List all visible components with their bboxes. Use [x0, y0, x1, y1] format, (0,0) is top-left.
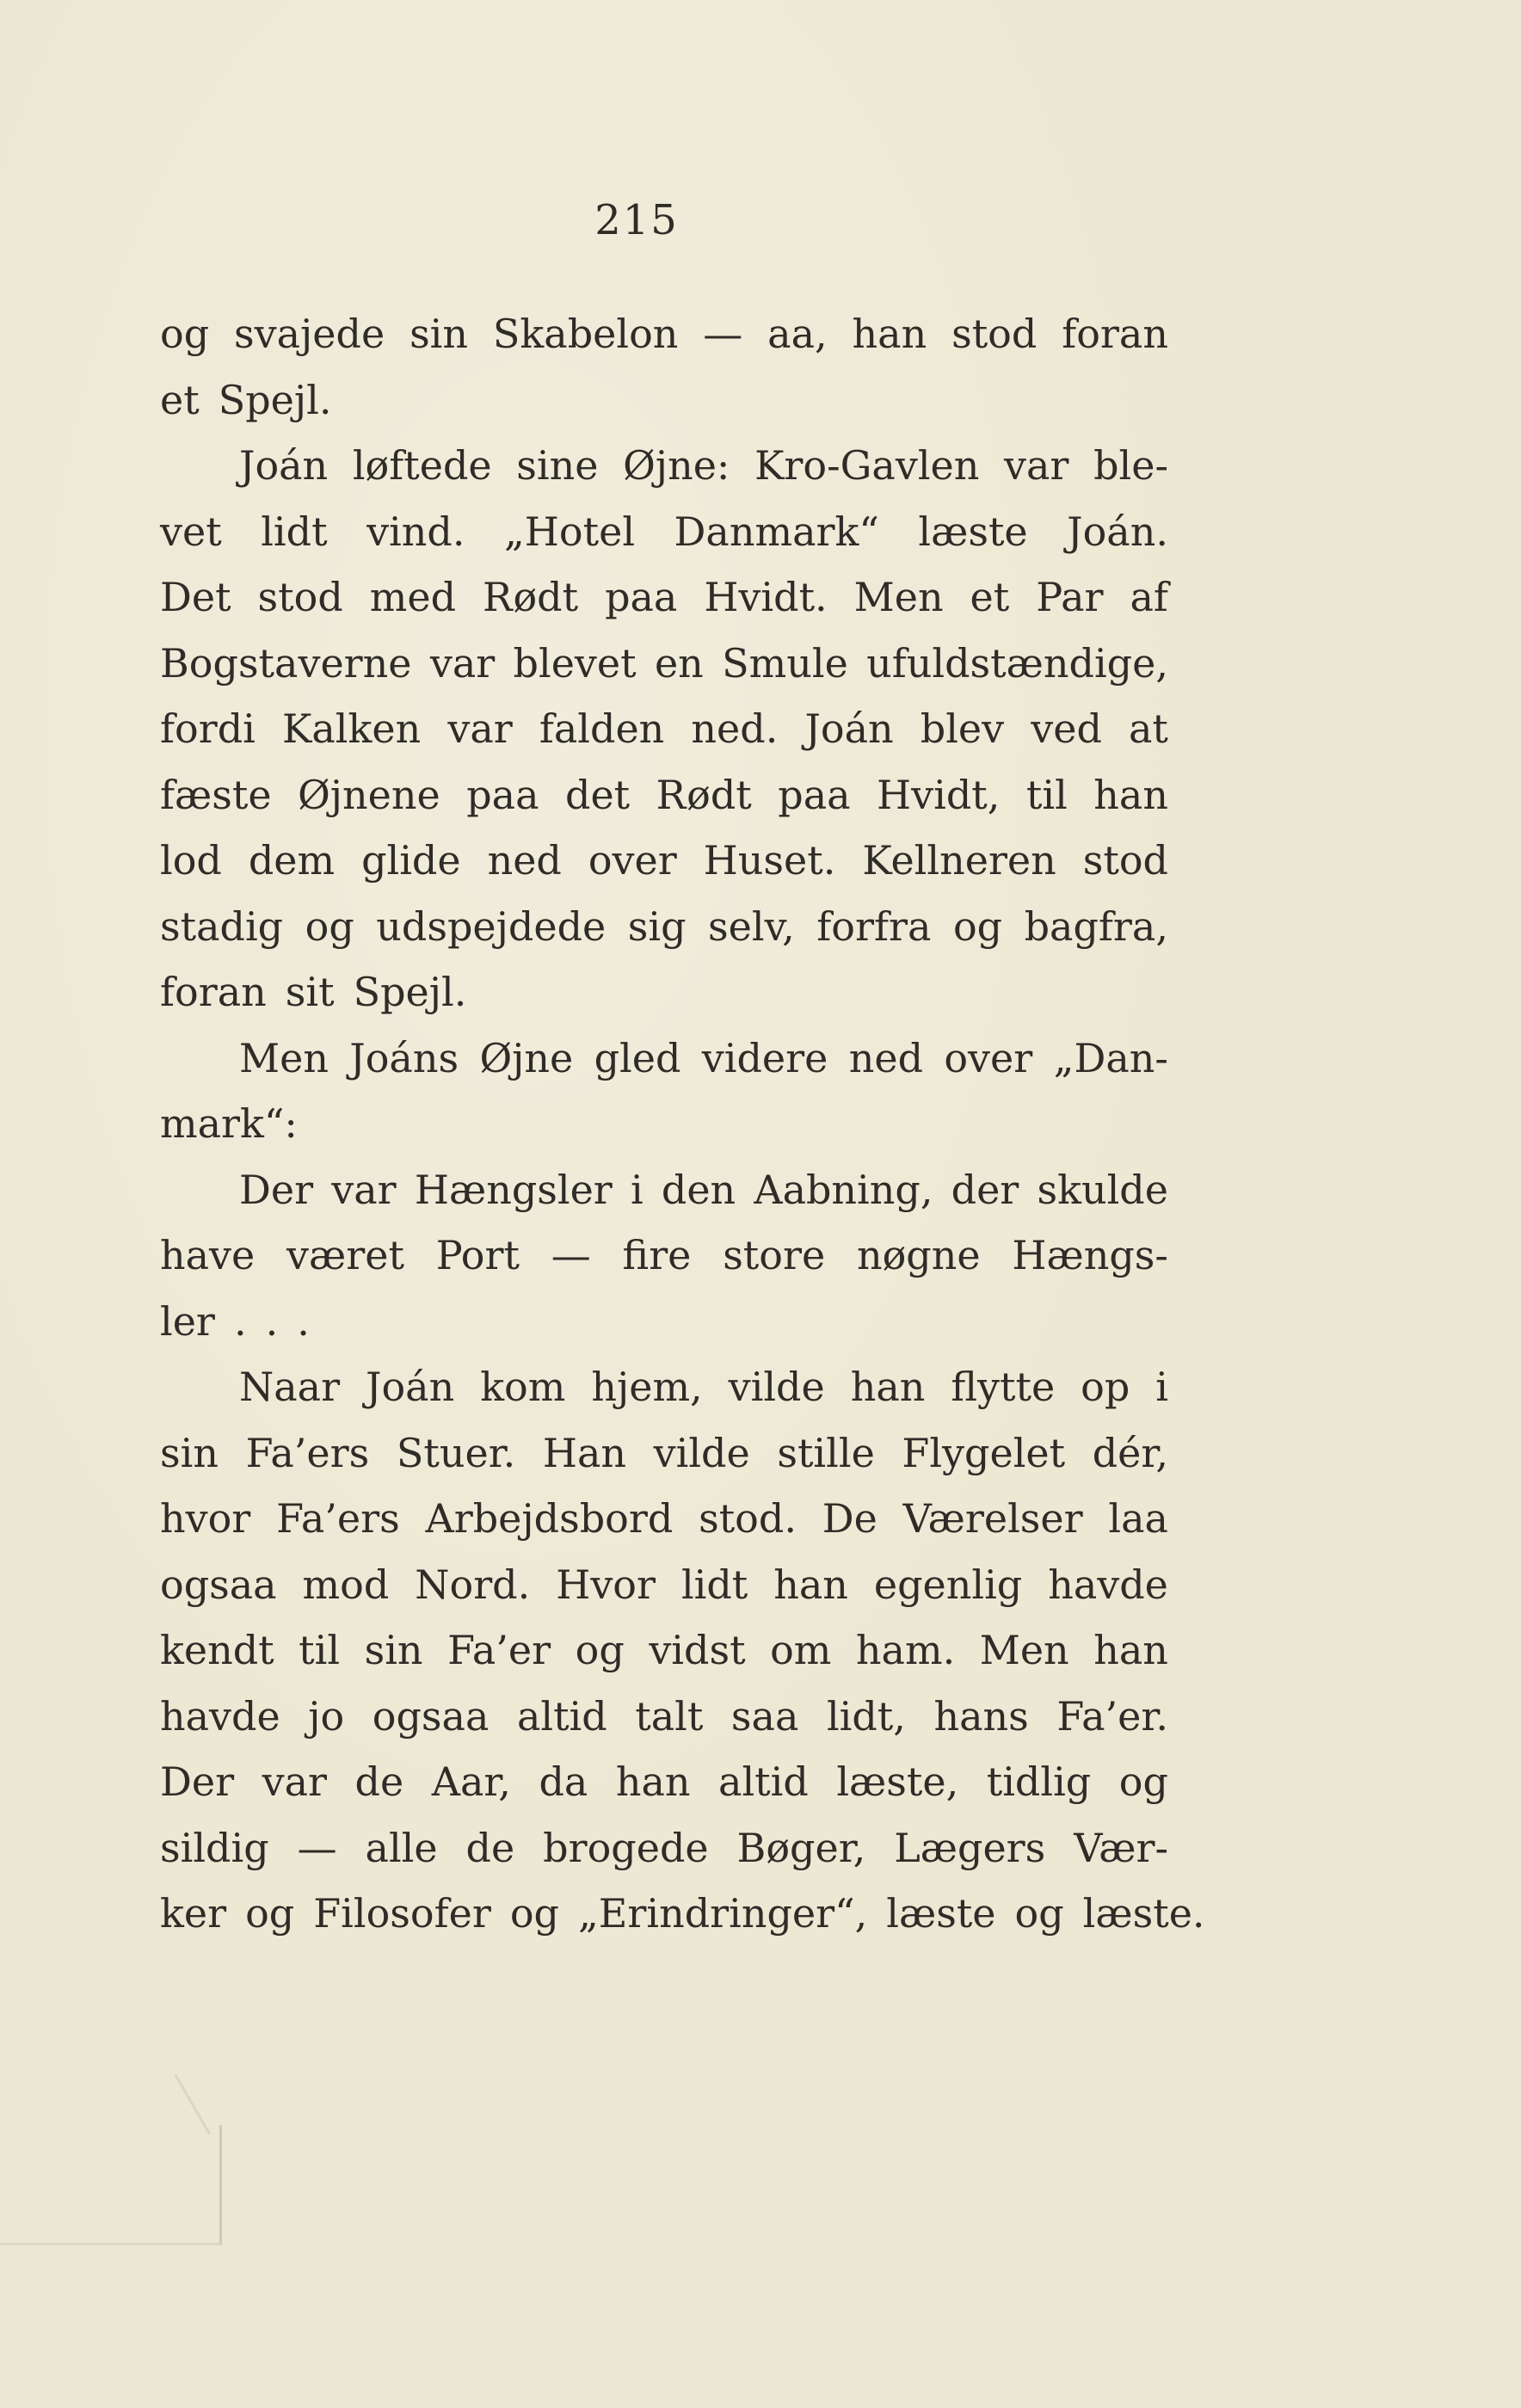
word: Arbejdsbord — [425, 1495, 674, 1542]
word: læste — [886, 1890, 996, 1937]
word: Der — [160, 1758, 235, 1805]
word: Joán — [366, 1364, 455, 1410]
word: og — [575, 1627, 625, 1673]
margin-mark — [0, 2125, 222, 2245]
word: en — [654, 639, 704, 687]
text-line — [160, 1222, 1168, 1289]
text-line — [160, 631, 1168, 697]
word: dér, — [1092, 1429, 1168, 1476]
word: var — [262, 1758, 328, 1805]
word: den — [661, 1166, 736, 1213]
word: Naar — [239, 1364, 341, 1410]
word: Hvor — [556, 1561, 656, 1608]
word: Huset. — [703, 837, 836, 884]
word: mod — [302, 1561, 390, 1608]
word: Øjne: — [623, 442, 730, 489]
word: foran — [160, 969, 267, 1015]
word: og — [509, 1890, 559, 1937]
word: et — [160, 376, 200, 423]
word: altid — [718, 1758, 809, 1805]
word: saa — [730, 1692, 799, 1740]
word: over — [588, 837, 677, 884]
text-line — [160, 564, 1168, 631]
word: laa — [1108, 1495, 1168, 1542]
text-line — [160, 1881, 1205, 1947]
word: lidt, — [826, 1692, 906, 1740]
word: mark“: — [160, 1100, 298, 1147]
word: han — [615, 1758, 691, 1805]
text-line — [160, 762, 1168, 828]
word: læste — [918, 508, 1028, 555]
word: kendt — [160, 1627, 274, 1673]
word: Fa’ers — [245, 1429, 370, 1476]
word: Joán. — [1067, 508, 1168, 555]
word: falden — [539, 705, 665, 752]
word: . — [265, 1297, 279, 1345]
word: om — [770, 1627, 832, 1673]
word: svajede — [234, 311, 385, 357]
word: flytte — [951, 1364, 1056, 1410]
word: de — [354, 1758, 404, 1805]
word: dem — [248, 837, 336, 884]
word: Fa’er — [447, 1627, 551, 1673]
word: Værelser — [902, 1495, 1083, 1542]
word: hjem, — [591, 1364, 703, 1410]
word: og — [1014, 1890, 1064, 1937]
word: stadig — [160, 902, 284, 950]
text-line — [160, 433, 1168, 499]
text-line — [160, 1749, 1168, 1815]
word: det — [565, 771, 631, 818]
word: talt — [635, 1692, 704, 1740]
word: løftede — [352, 442, 492, 489]
word: lidt — [680, 1561, 748, 1608]
text-line — [160, 1354, 1168, 1420]
word: og — [1118, 1758, 1168, 1805]
word: ogsaa — [372, 1692, 490, 1740]
word: der — [951, 1166, 1019, 1213]
word: Rødt — [656, 771, 752, 818]
word: ham. — [855, 1627, 956, 1673]
word: stod — [1082, 837, 1168, 884]
word: stille — [777, 1429, 875, 1476]
word: og — [160, 311, 210, 357]
word: Vær- — [1074, 1824, 1168, 1871]
word: Det — [160, 574, 231, 620]
word: stod — [257, 574, 343, 620]
word: Lægers — [894, 1824, 1046, 1871]
word: skulde — [1037, 1166, 1168, 1213]
word: og — [245, 1890, 295, 1937]
word: været — [286, 1232, 404, 1278]
word: foran — [1062, 311, 1168, 357]
word: vet — [160, 508, 222, 555]
word: læste, — [836, 1758, 959, 1805]
word: var — [447, 705, 513, 752]
word: stod — [951, 311, 1038, 357]
word: ned — [848, 1034, 924, 1081]
word: Der — [239, 1166, 314, 1213]
word: stod. — [699, 1495, 797, 1542]
word: sin — [160, 1429, 219, 1476]
word: ned. — [691, 705, 779, 752]
word: og — [952, 902, 1003, 950]
word: til — [1025, 771, 1068, 818]
word: paa — [778, 771, 851, 818]
word: — — [703, 311, 743, 357]
word: et — [970, 574, 1010, 620]
word: sin — [410, 311, 469, 357]
text-line — [160, 1157, 1168, 1223]
word: hans — [933, 1692, 1029, 1740]
word: Joán — [239, 442, 329, 489]
text-line — [160, 1684, 1168, 1750]
word: tidlig — [986, 1758, 1092, 1805]
word: ker — [160, 1890, 227, 1937]
word: sildig — [160, 1824, 269, 1871]
word: — — [297, 1824, 337, 1871]
text-line — [160, 1617, 1168, 1684]
word: blevet — [513, 639, 637, 687]
word: Joáns — [349, 1034, 459, 1081]
word: Men — [853, 574, 944, 620]
word: han — [850, 1364, 926, 1410]
word: vilde — [728, 1364, 825, 1410]
word: Aabning, — [754, 1166, 933, 1213]
word: var — [1004, 442, 1069, 489]
word: af — [1130, 574, 1168, 620]
word: Men — [979, 1627, 1069, 1673]
word: Par — [1036, 574, 1104, 620]
word: han — [1093, 1627, 1168, 1673]
word: han — [852, 311, 927, 357]
word: ogsaa — [160, 1561, 277, 1608]
word: op — [1081, 1364, 1130, 1410]
word: aa, — [767, 311, 828, 357]
word: videre — [701, 1034, 828, 1081]
word: vilde — [653, 1429, 750, 1476]
word: „Hotel — [503, 508, 636, 555]
text-line — [160, 1552, 1168, 1618]
word: Bogstaverne — [160, 639, 412, 687]
word: Danmark“ — [674, 508, 879, 555]
word: Joán — [804, 705, 894, 752]
word: Men — [239, 1034, 329, 1081]
word: over — [944, 1034, 1033, 1081]
word: havde — [160, 1692, 280, 1740]
word: ned — [487, 837, 562, 884]
word: sin — [364, 1627, 423, 1673]
word: i — [630, 1166, 644, 1213]
word: ved — [1031, 705, 1102, 752]
word: forfra — [816, 902, 932, 950]
word: ble- — [1093, 442, 1168, 489]
word: store — [723, 1232, 826, 1278]
word: de — [465, 1824, 515, 1871]
word: sine — [516, 442, 599, 489]
word: nøgne — [856, 1232, 981, 1278]
word: Spejl. — [353, 969, 467, 1015]
word: Skabelon — [492, 311, 679, 357]
word: selv, — [708, 902, 795, 950]
word: Smule — [722, 639, 848, 687]
word: fæste — [160, 771, 272, 818]
word: Hængs- — [1012, 1232, 1168, 1278]
word: bagfra, — [1024, 902, 1168, 950]
word: Kellneren — [862, 837, 1056, 884]
word: blev — [920, 705, 1005, 752]
text-line — [160, 1486, 1168, 1552]
word: Fa’er. — [1056, 1692, 1168, 1740]
word: „Dan- — [1053, 1034, 1168, 1081]
word: ufuldstændige, — [866, 639, 1168, 687]
word: — — [551, 1232, 591, 1278]
word: i — [1155, 1364, 1168, 1410]
text-line — [160, 1025, 1168, 1092]
word: fire — [622, 1232, 692, 1278]
word: gled — [594, 1034, 681, 1081]
word: Øjnene — [298, 771, 440, 818]
word: paa — [605, 574, 678, 620]
body-text — [160, 301, 1205, 1947]
text-line — [160, 1091, 1168, 1157]
word: var — [331, 1166, 397, 1213]
word: egenlig — [873, 1561, 1023, 1608]
word: glide — [361, 837, 461, 884]
word: Spejl. — [218, 376, 332, 423]
word: kom — [480, 1364, 566, 1410]
word: Stuer. — [396, 1429, 516, 1476]
word: med — [369, 574, 457, 620]
word: Rødt — [482, 574, 579, 620]
word: altid — [516, 1692, 607, 1740]
word: Hængsler — [414, 1166, 613, 1213]
word: Bøger, — [736, 1824, 866, 1871]
word: have — [160, 1232, 256, 1278]
word: alle — [365, 1824, 438, 1871]
word: vidst — [649, 1627, 746, 1673]
word: brogede — [543, 1824, 709, 1871]
word: fordi — [160, 705, 256, 752]
word: Han — [542, 1429, 627, 1476]
word: Øjne — [479, 1034, 574, 1081]
word: „Erindringer“, — [577, 1890, 868, 1937]
word: Nord. — [415, 1561, 531, 1608]
word: . — [297, 1297, 310, 1345]
word: sit — [285, 969, 335, 1015]
text-line — [160, 1815, 1168, 1881]
word: Filosofer — [313, 1890, 491, 1937]
text-line — [160, 894, 1168, 960]
word: at — [1129, 705, 1168, 752]
word: ler — [160, 1297, 215, 1345]
text-line — [160, 696, 1168, 762]
word: Flygelet — [902, 1429, 1066, 1476]
word: til — [299, 1627, 341, 1673]
word: Hvidt, — [877, 771, 1001, 818]
text-line — [160, 367, 1168, 434]
word: Fa’ers — [276, 1495, 400, 1542]
word: hvor — [160, 1495, 251, 1542]
word: lidt — [261, 508, 328, 555]
text-line — [160, 959, 1168, 1025]
text-line — [160, 1289, 1168, 1355]
word: Hvidt. — [704, 574, 828, 620]
word: var — [429, 639, 496, 687]
word: paa — [466, 771, 539, 818]
word: han — [1093, 771, 1168, 818]
word: Kro-Gavlen — [754, 442, 980, 489]
word: og — [305, 902, 354, 950]
word: vind. — [366, 508, 465, 555]
text-line — [160, 828, 1168, 894]
word: da — [539, 1758, 588, 1805]
text-line — [160, 499, 1168, 565]
word: læste. — [1082, 1890, 1205, 1937]
word: havde — [1048, 1561, 1168, 1608]
word: udspejdede — [376, 902, 607, 950]
word: Aar, — [431, 1758, 511, 1805]
word: jo — [308, 1692, 345, 1740]
word: De — [822, 1495, 878, 1542]
text-line — [160, 1420, 1168, 1487]
text-line — [160, 301, 1168, 367]
word: Kalken — [281, 705, 422, 752]
word: han — [773, 1561, 848, 1608]
word: sig — [627, 902, 687, 950]
word: lod — [160, 837, 222, 884]
word: Port — [435, 1232, 520, 1278]
page-number: 215 — [594, 196, 679, 244]
word: . — [233, 1297, 247, 1345]
